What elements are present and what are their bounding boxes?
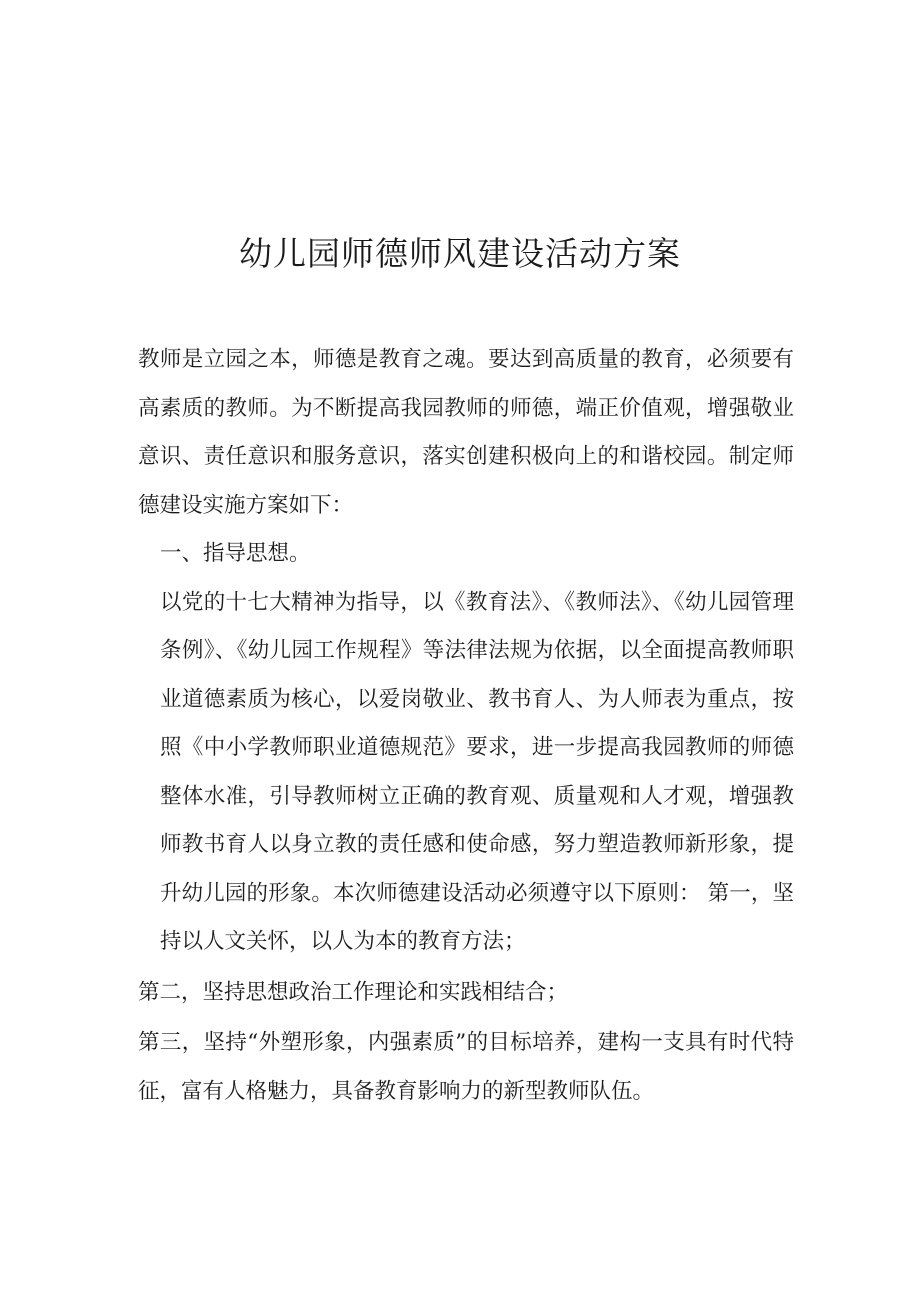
document-title: 幼儿园师德师风建设活动方案 xyxy=(239,234,681,273)
section-heading-guiding-ideology: 一、指导思想。 xyxy=(160,541,311,566)
paragraph-guiding-ideology: 以党的十七大精神为指导，以《教育法》、《教师法》、《幼儿园管理条例》、《幼儿园工作规程》等法律法规为依据，以全面提高教师职业道德素质为核心，以爱岗敬业、教书育人、为人师表为重点，按照《中小学教师职业道德规范》要求，进一步提高我园教师的师德整体水准，引导教师树立正确的教育观、质量观和人才观，增强教师教书育人以身立教的责任感和使命感，努力塑造教师新形象，提升幼儿园的形象。本次师德建设活动必须遵守以下原则： 第一，坚持以人文关怀，以人为本的教育方法； xyxy=(160,589,794,954)
paragraph-intro: 教师是立园之本，师德是教育之魂。要达到高质量的教育，必须要有高素质的教师。为不断提高我园教师的师德，端正价值观，增强敬业意识、责任意识和服务意识，落实创建积极向上的和谐校园。制定师德建设实施方案如下： xyxy=(138,347,794,518)
paragraph-principle-two: 第二，坚持思想政治工作理论和实践相结合； xyxy=(138,979,569,1005)
document-body xyxy=(138,336,794,1116)
paragraph-principle-three: 第三，坚持“外塑形象，内强素质”的目标培养，建构一支具有时代特 征，富有人格魅力，具备教育影响力的新型教师队伍。 xyxy=(138,1030,794,1104)
